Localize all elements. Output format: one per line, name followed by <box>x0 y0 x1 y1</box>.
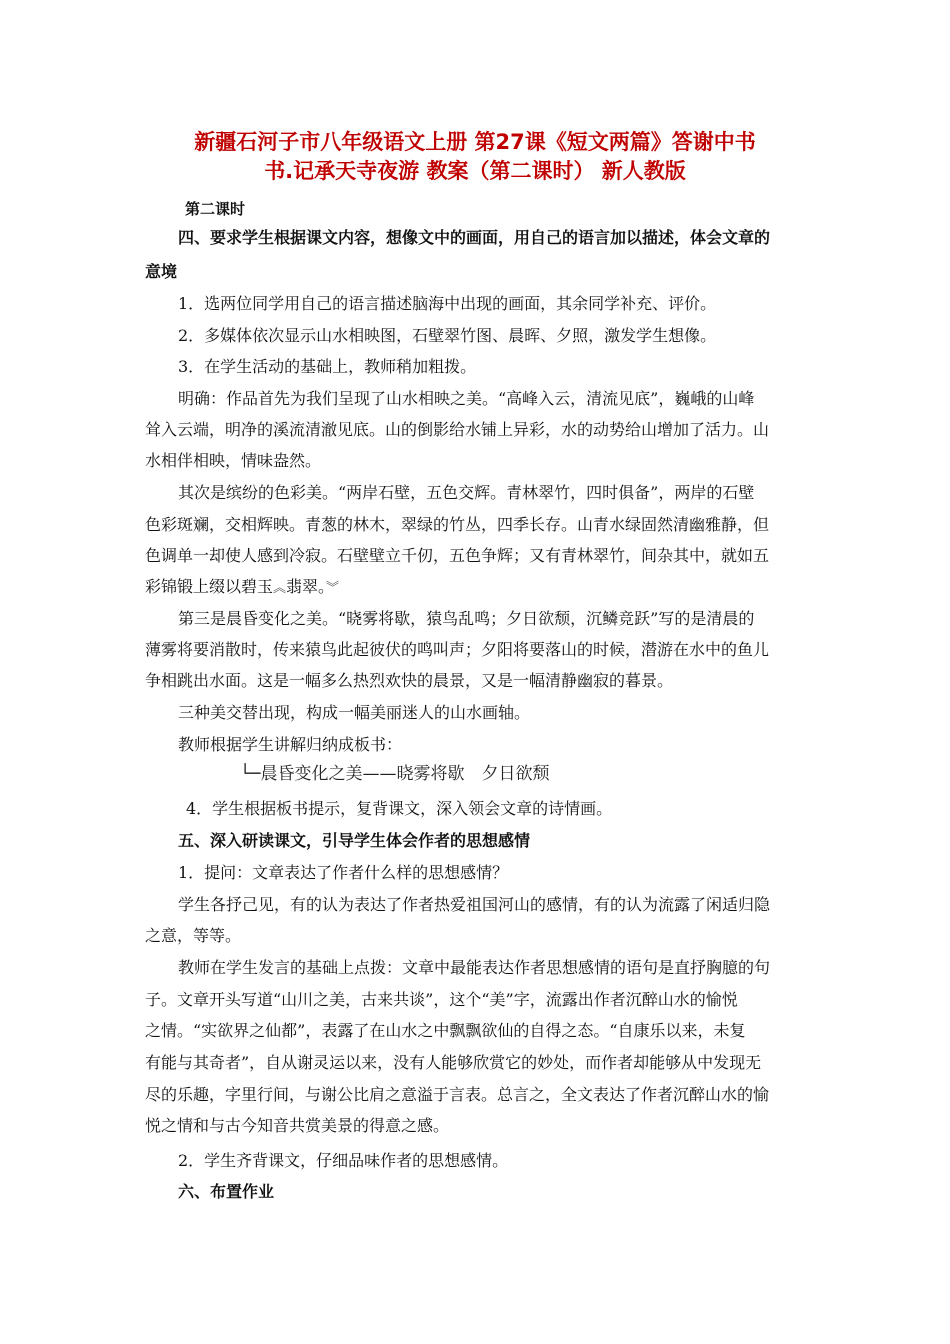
section5-para1-line1: 学生各抒己见，有的认为表达了作者热爱祖国河山的感情，有的认为流露了闲适归隐 <box>178 895 771 914</box>
section4-item3: 3．在学生活动的基础上，教师稍加粗拨。 <box>178 357 477 376</box>
chevron-up-icon: ︽ <box>273 581 287 596</box>
lesson-label: 第二课时 <box>185 200 246 218</box>
section4-para5: 教师根据学生讲解归纳成板书： <box>178 735 403 754</box>
section4-item1: 1．选两位同学用自己的语言描述脑海中出现的画面，其余同学补充、评价。 <box>178 294 717 313</box>
section6-heading: 六、布置作业 <box>178 1182 275 1201</box>
section5-heading: 五、深入研读课文，引导学生体会作者的思想感情 <box>178 831 531 850</box>
section4-para2-line4-text: 彩锦锻上缀以碧玉 <box>145 577 274 596</box>
section5-para2-line5: 尽的乐趣，字里行间，与谢公比肩之意溢于言表。总言之，全文表达了作者沉醉山水的愉 <box>145 1085 770 1104</box>
section4-heading-line2: 意境 <box>145 262 178 281</box>
section4-para2-line3: 色调单一却使人感到冷寂。石壁壁立千仞，五色争辉；又有青林翠竹，间杂其中，就如五 <box>145 546 770 565</box>
section5-para2-line3: 之情。“实欲界之仙都”，表露了在山水之中飘飘欲仙的自得之态。“自康乐以来，未复 <box>145 1021 746 1040</box>
document-title-line1: 新疆石河子市八年级语文上册 第27课《短文两篇》答谢中书 <box>194 130 756 154</box>
section4-para3-line2: 薄雾将要消散时，传来猿鸟此起彼伏的鸣叫声；夕阳将要落山的时候，潜游在水中的鱼儿 <box>145 640 770 659</box>
document-title-line2: 书.记承天寺夜游 教案（第二课时） 新人教版 <box>264 159 686 183</box>
section5-para2-line2: 子。文章开头写道“山川之美，古来共谈”，这个“美”字，流露出作者沉醉山水的愉悦 <box>145 990 738 1009</box>
section4-para4: 三种美交替出现，构成一幅美丽迷人的山水画轴。 <box>178 703 531 722</box>
section5-para2-line1: 教师在学生发言的基础上点拨：文章中最能表达作者思想感情的语句是直抒胸臆的句 <box>178 958 771 977</box>
section4-para1-line2: 耸入云端，明净的溪流清澈见底。山的倒影给水铺上异彩，水的动势给山增加了活力。山 <box>145 420 770 439</box>
section4-para2-line1: 其次是缤纷的色彩美。“两岸石壁，五色交辉。青林翠竹，四时俱备”，两岸的石壁 <box>178 483 755 502</box>
section5-para2-line6: 悦之情和与古今知音共赏美景的得意之感。 <box>145 1116 450 1135</box>
section4-para2-line2: 色彩斑斓，交相辉映。青葱的林木，翠绿的竹丛，四季长存。山青水绿固然清幽雅静，但 <box>145 515 770 534</box>
section4-para1-line3: 水相伴相映，情味盎然。 <box>145 451 322 470</box>
section4-item2: 2．多媒体依次显示山水相映图，石壁翠竹图、晨晖、夕照，激发学生想像。 <box>178 326 717 345</box>
section4-para2-line4-end: 翡翠。 <box>286 577 327 596</box>
section4-para3-line3: 争相跳出水面。这是一幅多么热烈欢快的晨景，又是一幅清静幽寂的暮景。 <box>145 671 674 690</box>
chevron-down-icon: ︾ <box>326 581 340 596</box>
section5-item1: 1．提问：文章表达了作者什么样的思想感情？ <box>178 863 509 882</box>
section4-para2-line4 <box>145 577 810 599</box>
blackboard-summary: └─晨昏变化之美——晓雾将歇 夕日欲颓 <box>240 764 550 784</box>
section4-item4: 4．学生根据板书提示，复背课文，深入领会文章的诗情画。 <box>186 799 613 818</box>
section5-para1-line2: 之意，等等。 <box>145 926 242 945</box>
section4-para3-line1: 第三是晨昏变化之美。“晓雾将歇，猿鸟乱鸣；夕日欲颓，沉鳞竞跃”写的是清晨的 <box>178 609 755 628</box>
section4-para1-line1: 明确：作品首先为我们呈现了山水相映之美。“高峰入云，清流见底”，巍峨的山峰 <box>178 389 755 408</box>
section5-item2: 2．学生齐背课文，仔细品味作者的思想感情。 <box>178 1151 509 1170</box>
section5-para2-line4: 有能与其奇者”，自从谢灵运以来，没有人能够欣赏它的妙处，而作者却能够从中发现无 <box>145 1053 762 1072</box>
section4-heading-line1: 四、要求学生根据课文内容，想像文中的画面，用自己的语言加以描述，体会文章的 <box>178 228 771 247</box>
